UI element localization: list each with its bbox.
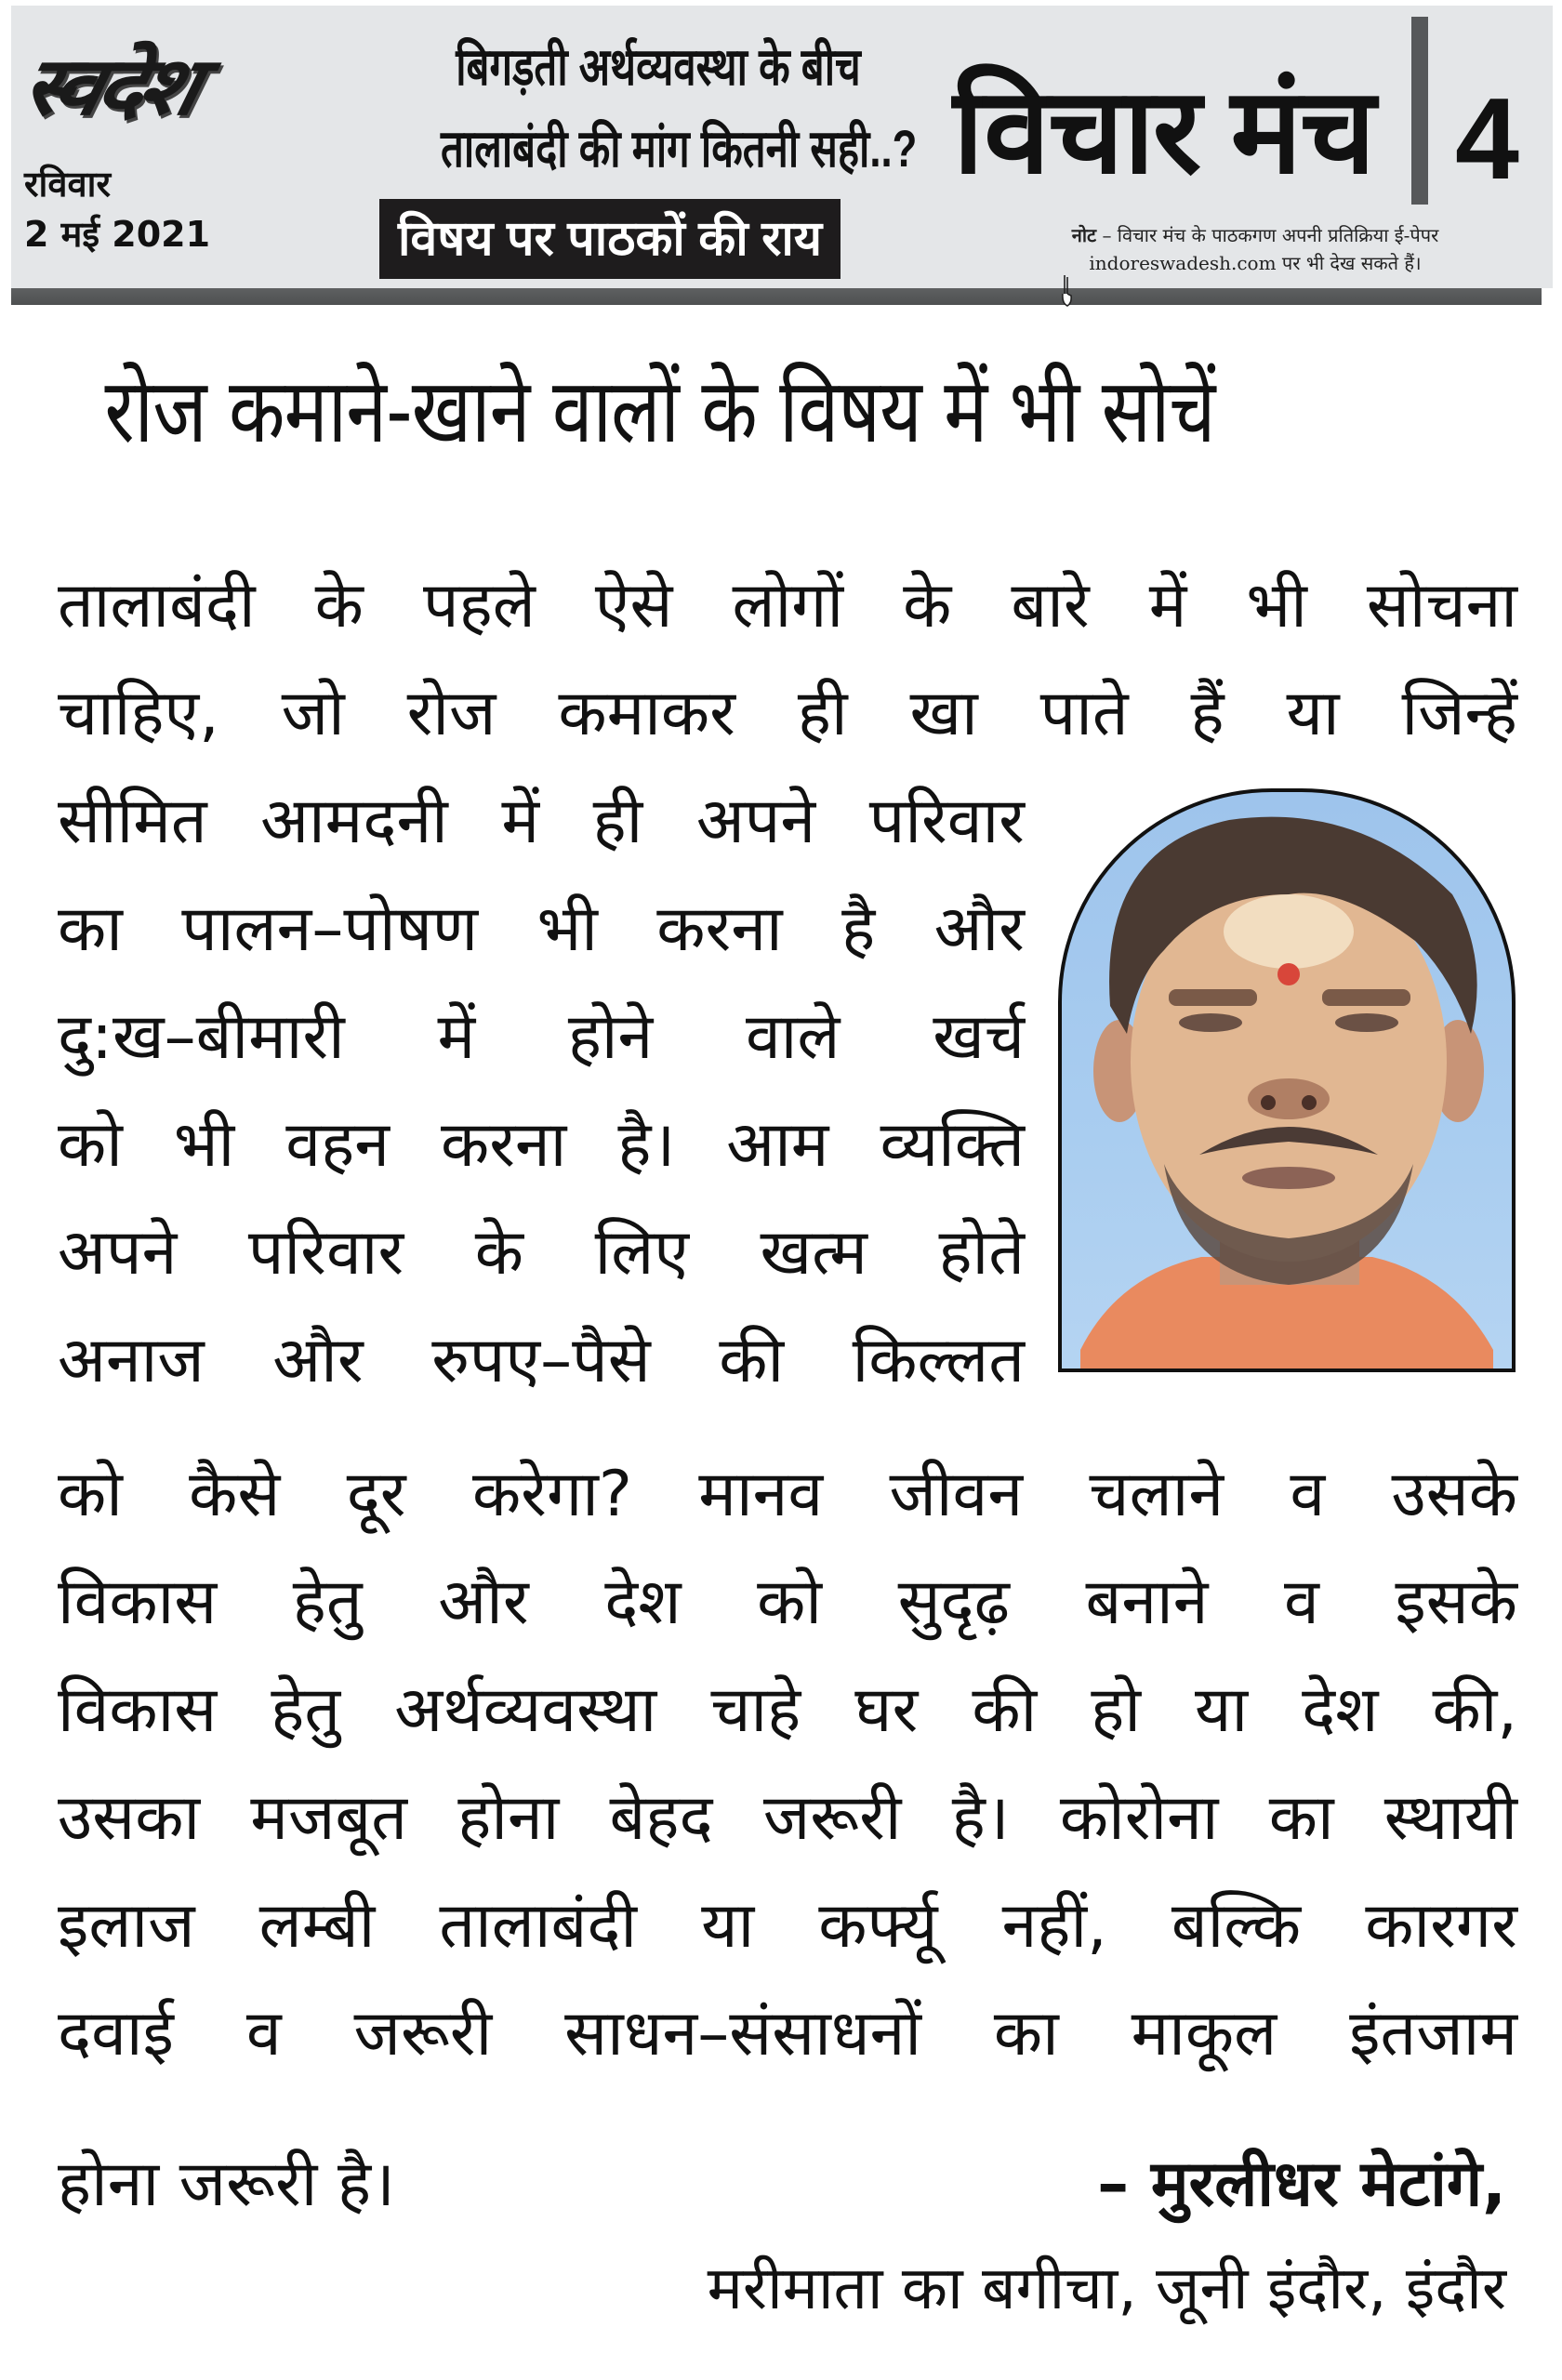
section-title: विचार मंच [953, 65, 1374, 198]
body-line: का पालन–पोषण भी करना है और [58, 892, 1025, 966]
article-headline: रोज कमाने-खाने वालों के विषय में भी सोचें [104, 359, 1215, 463]
note-text: – विचार मंच के पाठकगण अपनी प्रतिक्रिया ई-पेपर [1096, 224, 1439, 246]
body-line: अनाज और रुपए–पैसे की किल्लत [58, 1324, 1025, 1397]
body-line: उसका मजबूत होना बेहद जरूरी है। कोरोना का स्थायी [58, 1781, 1517, 1855]
note-line-2[interactable]: indoreswadesh.com पर भी देख सकते हैं। [1089, 252, 1422, 274]
readers-opinion-banner [379, 199, 841, 279]
author-byline: – मुरलीधर मेटांगे, [1097, 2148, 1506, 2221]
body-line: चाहिए, जो रोज कमाकर ही खा पाते हैं या जिन्हें [58, 677, 1517, 750]
body-line: सीमित आमदनी में ही अपने परिवार [58, 785, 1025, 858]
issue-date: 2 मई 2021 [24, 214, 211, 255]
body-line: तालाबंदी के पहले ऐसे लोगों के बारे में भी सोचना [58, 569, 1517, 642]
note-label: नोट [1071, 224, 1097, 246]
logo-text: स्वदेश [14, 38, 205, 134]
epaper-note [986, 221, 1525, 277]
body-line: इलाज लम्बी तालाबंदी या कर्फ्यू नहीं, बल्कि कारगर [58, 1889, 1517, 1963]
page-number: 4 [1455, 75, 1519, 204]
body-line: को कैसे दूर करेगा? मानव जीवन चलाने व उसके [58, 1458, 1517, 1531]
body-line: विकास हेतु और देश को सुदृढ़ बनाने व इसके [58, 1566, 1517, 1639]
body-line: को भी वहन करना है। आम व्यक्ति [58, 1108, 1025, 1182]
newspaper-logo [14, 35, 331, 138]
debate-topic [441, 26, 918, 190]
body-line: अपने परिवार के लिए खत्म होते [58, 1216, 1025, 1289]
author-portrait-icon [1062, 792, 1512, 1368]
body-line: विकास हेतु अर्थव्यवस्था चाहे घर की हो या देश की, [58, 1673, 1517, 1747]
masthead-divider-bar [11, 288, 1542, 305]
hand-cursor-icon [1060, 275, 1073, 307]
body-line: दवाई व जरूरी साधन–संसाधनों का माकूल इंतजाम [58, 1997, 1517, 2070]
body-line: होना जरूरी है। [58, 2148, 395, 2221]
note-line-1 [986, 221, 1525, 249]
body-line: दु:ख–बीमारी में होने वाले खर्च [58, 1000, 1025, 1074]
section-divider [1411, 17, 1428, 205]
author-address: मरीमाता का बगीचा, जूनी इंदौर, इंदौर [707, 2254, 1506, 2323]
issue-day: रविवार [24, 164, 112, 205]
readers-opinion-label: विषय पर पाठकों की राय [397, 212, 823, 266]
topic-line: बिगड़ती अर्थव्यवस्था के बीच [456, 37, 861, 96]
topic-line: तालाबंदी की मांग कितनी सही..? [441, 119, 918, 178]
author-photo [1058, 788, 1516, 1372]
